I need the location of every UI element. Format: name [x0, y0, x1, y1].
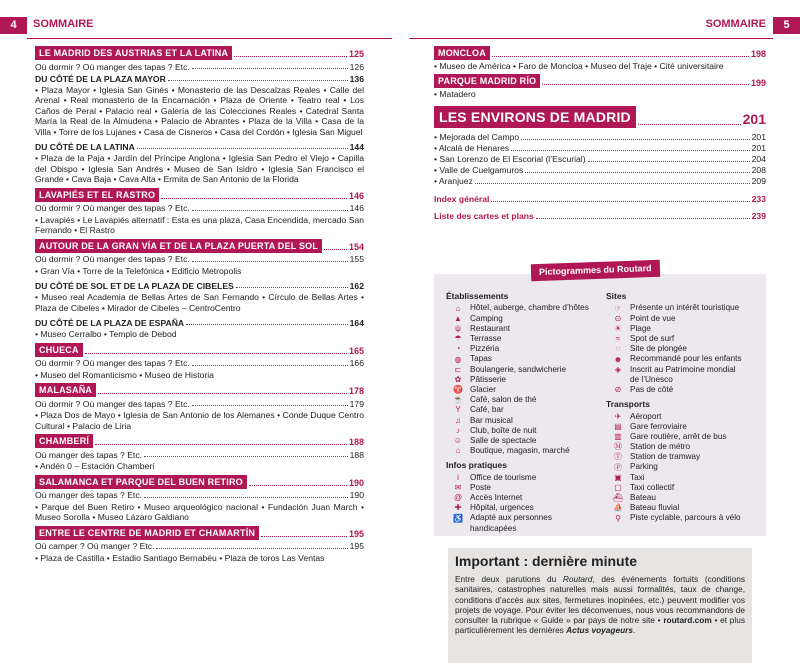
toc-line[interactable] — [35, 253, 364, 265]
picto-label: Glacier — [470, 384, 496, 394]
toc-heading-page: 125 — [348, 49, 364, 60]
picto-label: Site de plongée — [630, 344, 687, 354]
picto-item — [446, 395, 606, 405]
picto-item — [606, 334, 761, 344]
picto-item — [606, 422, 761, 432]
right-header-rule — [409, 38, 773, 39]
toc-line-page: 166 — [349, 358, 364, 369]
picto-item — [446, 503, 606, 513]
toc-heading-page: 190 — [348, 477, 364, 488]
toc-line-page: 155 — [349, 254, 364, 265]
picto-item — [606, 432, 761, 442]
river-boat-icon: ⛵ — [613, 503, 623, 513]
toc-right-section — [434, 74, 766, 99]
shared-taxi-icon: ▢ — [614, 482, 622, 492]
picto-label: Inscrit au Patrimoine mondial — [630, 364, 736, 374]
toc-right-heading-title: PARQUE MADRID RÍO — [434, 74, 540, 88]
picto-item — [606, 354, 761, 364]
toc-right-heading-page: 198 — [750, 49, 766, 60]
sight-list: • Parque del Buen Retiro • Museo arqueológico nacional • Fundación Juan March • Museo Sorolla • Museo Lázaro Galdiano — [35, 501, 364, 523]
toc-heading-page: 188 — [348, 437, 364, 448]
picto-item — [606, 364, 761, 374]
picto-group-heading: Transports — [606, 399, 650, 410]
toc-heading[interactable] — [35, 46, 364, 60]
environs-item[interactable] — [434, 132, 766, 143]
picto-item — [606, 513, 761, 523]
picto-label: Hôtel, auberge, chambre d’hôtes — [470, 303, 589, 313]
toc-line[interactable] — [35, 397, 364, 409]
club-icon: ♪ — [456, 425, 460, 435]
subsection-line-text: DU CÔTÉ DE SOL ET DE LA PLAZA DE CIBELES — [35, 280, 234, 291]
picto-item — [446, 436, 606, 446]
picto-label: Terrasse — [470, 334, 502, 344]
toc-section — [35, 188, 364, 236]
subsection-line-page: 136 — [349, 73, 364, 84]
off-track-icon: ⊘ — [614, 385, 622, 395]
picto-label: handicapées — [470, 523, 517, 533]
pictograms-column-2 — [606, 290, 761, 523]
left-page-title: SOMMAIRE — [33, 18, 94, 30]
bike-icon: ⚲ — [615, 513, 621, 523]
toc-line-page: 126 — [349, 61, 364, 72]
picto-label: Taxi — [630, 472, 645, 482]
subsection-line-page: 162 — [349, 280, 364, 291]
toc-section — [35, 434, 364, 471]
picto-item — [446, 415, 606, 425]
toc-line[interactable] — [35, 202, 364, 214]
toc-heading-title: LE MADRID DES AUSTRIAS ET LA LATINA — [35, 46, 232, 60]
left-toc-column — [35, 44, 364, 566]
picto-label: Café, salon de thé — [470, 395, 537, 405]
toc-heading[interactable] — [35, 343, 364, 357]
picto-item — [446, 375, 606, 385]
toc-section — [35, 383, 364, 431]
picto-label: Gare ferroviaire — [630, 421, 687, 431]
picto-item — [446, 426, 606, 436]
environs-page: 201 — [742, 110, 766, 127]
sight-list: • Museo real Academia de Bellas Artes de San Fernando • Círculo de Bellas Artes • Plaza de Cibeles • Mirador de Cibeles – CentroCentro — [35, 292, 364, 313]
picto-label: Café, bar — [470, 405, 504, 415]
picto-label: Hôpital, urgences — [470, 503, 534, 513]
picto-item — [606, 493, 761, 503]
picto-item — [446, 324, 606, 334]
pictograms-title: Pictogrammes du Routard — [531, 260, 660, 281]
picto-item — [446, 473, 606, 483]
accessibility-icon: ♿ — [453, 513, 463, 523]
bar-icon: Y — [455, 405, 461, 415]
sight-list: • Museo del Romanticismo • Museo de Historia — [35, 369, 214, 380]
diving-icon: ◌ — [615, 344, 621, 354]
tourist-interest-icon: ☞ — [614, 303, 622, 313]
picto-label: Point de vue — [630, 313, 676, 323]
toc-section — [35, 46, 364, 185]
right-toc-column — [434, 44, 766, 222]
picto-item — [446, 354, 606, 364]
environs-heading[interactable] — [434, 106, 766, 128]
routard-link[interactable]: routard.com — [663, 615, 712, 626]
toc-heading-page: 195 — [348, 528, 364, 539]
picto-item — [446, 446, 606, 456]
toc-line[interactable] — [35, 357, 364, 369]
picto-item — [606, 462, 761, 472]
toc-heading[interactable] — [35, 239, 364, 253]
picto-label: Taxi collectif — [630, 482, 675, 492]
sight-list: • Gran Vía • Torre de la Telefónica • Edificio Metropolis — [35, 265, 242, 276]
icecream-icon: ♈ — [453, 385, 463, 395]
subsection-line-page: 144 — [349, 141, 364, 152]
important-title: Important : dernière minute — [455, 553, 638, 569]
sight-list: • Plaza Mayor • Iglesia San Ginés • Monasterio de las Descalzas Reales • Calle del Arenal • Real monasterio de la Encarnación • Plaza de Oriente • Teatro real • Los Caños de Peral • Palacio real • Galería de las Colecciones Reales • Catedral Santa María la Real de la Almudena • Palacio de Abrantes • Plaza de la Villa • Casa de la Villa • Torre de los Lujanes • Casa de Cisneros • Casa del Cordón • Iglesia San Miguel — [35, 85, 364, 137]
environs-item-page: 208 — [751, 165, 766, 176]
picto-item — [446, 483, 606, 493]
parking-icon: Ⓟ — [614, 462, 622, 472]
environs-item[interactable] — [434, 176, 766, 187]
environs-item-text: • Aranjuez — [434, 176, 473, 187]
subsection-line[interactable] — [35, 72, 364, 84]
toc-heading-title: ENTRE LE CENTRE DE MADRID ET CHAMARTÍN — [35, 526, 259, 540]
picto-label: Pizzéria — [470, 344, 500, 354]
picto-label: Accès Internet — [470, 493, 523, 502]
toc-heading-page: 146 — [348, 190, 364, 201]
metro-icon: Ⓜ — [614, 442, 622, 452]
picto-item — [606, 442, 761, 452]
toc-heading[interactable] — [35, 188, 364, 202]
unesco-icon: ◈ — [614, 364, 622, 374]
environs-title: LES ENVIRONS DE MADRID — [434, 106, 636, 128]
toc-right-heading-title: MONCLOA — [434, 46, 490, 60]
picto-item — [446, 364, 606, 374]
picto-label: Piste cyclable, parcours à vélo — [630, 513, 741, 523]
picto-item — [606, 411, 761, 421]
environs-item-text: • Valle de Cuelgamuros — [434, 165, 524, 176]
picto-label: Station de tramway — [630, 452, 701, 462]
environs-item[interactable] — [434, 143, 766, 154]
picto-label: Pas de côté — [630, 384, 674, 394]
taxi-icon: ▣ — [614, 472, 622, 482]
picto-label: Bar musical — [470, 415, 513, 425]
restaurant-icon: ψ — [455, 323, 461, 333]
environs-item-text: • San Lorenzo de El Escorial (l’Escurial) — [434, 154, 586, 165]
sight-list: • Matadero — [434, 89, 476, 100]
toc-line-page: 188 — [349, 449, 364, 460]
toc-heading-title: CHUECA — [35, 343, 83, 357]
picto-item — [446, 405, 606, 415]
picto-label: Bateau fluvial — [630, 503, 680, 513]
maps-list-line[interactable]: Liste des cartes et plans 239 — [434, 211, 766, 222]
subsection-line-text: DU CÔTÉ DE LA PLAZA MAYOR — [35, 73, 166, 84]
toc-heading-title: LAVAPIÉS ET EL RASTRO — [35, 188, 159, 202]
picto-label: Adapté aux personnes — [470, 513, 552, 523]
subsection-line-text: DU CÔTÉ DE LA LATINA — [35, 141, 135, 152]
toc-right-heading[interactable] — [434, 74, 766, 88]
sight-list: • Andén 0 – Estación Chamberí — [35, 461, 155, 472]
internet-icon: @ — [453, 493, 463, 503]
tapas-icon: ◍ — [454, 354, 462, 364]
subsection-line[interactable] — [35, 140, 364, 152]
toc-line-page: 190 — [349, 490, 364, 501]
toc-section — [35, 239, 364, 340]
right-page-number: 5 — [773, 17, 800, 34]
subsection-line[interactable] — [35, 316, 364, 328]
picto-item — [606, 473, 761, 483]
picto-item — [606, 324, 761, 334]
pizza-icon: ◔ — [455, 344, 461, 354]
toc-section — [35, 343, 364, 380]
toc-line[interactable] — [35, 60, 364, 72]
toc-right-section — [434, 46, 766, 71]
toc-line-text: Où dormir ? Où manger des tapas ? Etc. — [35, 203, 190, 214]
toc-section — [35, 475, 364, 523]
index-line[interactable]: Index général 233 — [434, 194, 766, 205]
camping-icon: ▲ — [454, 313, 462, 323]
tram-icon: Ⓣ — [614, 452, 622, 462]
picto-label: Gare routière, arrêt de bus — [630, 431, 727, 441]
toc-heading-title: AUTOUR DE LA GRAN VÍA ET DE LA PLAZA PUERTA DEL SOL — [35, 239, 322, 253]
toc-heading-page: 154 — [348, 241, 364, 252]
picto-group-heading: Établissements — [446, 291, 509, 301]
kids-icon: ☻ — [613, 354, 623, 364]
tourist-office-icon: i — [457, 472, 459, 482]
toc-line[interactable] — [35, 489, 364, 501]
show-icon: ☺ — [453, 436, 463, 446]
picto-group-heading: Sites — [606, 291, 627, 301]
sight-list: • Plaza de Castilla • Estadio Santiago Bernabéu • Plaza de toros Las Ventas — [35, 552, 325, 563]
toc-line-text: Où manger des tapas ? Etc. — [35, 449, 143, 460]
airport-icon: ✈ — [614, 411, 622, 421]
toc-line-text: Où dormir ? Où manger des tapas ? Etc. — [35, 61, 190, 72]
picto-label: de l’Unesco — [630, 374, 673, 384]
bus-station-icon: ▥ — [614, 432, 622, 441]
picto-label: Poste — [470, 482, 491, 492]
hotel-icon: ⌂ — [455, 303, 461, 313]
important-box — [448, 548, 752, 663]
picto-label: Club, boîte de nuit — [470, 425, 537, 435]
picto-label: Tapas — [470, 354, 492, 364]
environs-item[interactable] — [434, 165, 766, 176]
environs-item-page: 204 — [751, 154, 766, 165]
picto-label: Restaurant — [470, 323, 511, 333]
environs-item-page: 201 — [751, 132, 766, 143]
toc-heading-page: 178 — [348, 386, 364, 397]
toc-line-text: Où dormir ? Où manger des tapas ? Etc. — [35, 254, 190, 265]
picto-label: Station de métro — [630, 442, 691, 452]
toc-heading[interactable] — [35, 434, 364, 448]
pictograms-box — [434, 263, 766, 536]
picto-item — [606, 344, 761, 354]
picto-label: Présente un intérêt touristique — [630, 303, 740, 313]
toc-line-page: 179 — [349, 398, 364, 409]
picto-label: Boutique, magasin, marché — [470, 446, 570, 456]
toc-right-heading[interactable] — [434, 46, 766, 60]
sight-list: • Plaza Dos de Mayo • Iglesia de San Antonio de los Alemanes • Conde Duque Centro Cultural • Palacio de Liria — [35, 410, 364, 431]
picto-label: Parking — [630, 462, 658, 472]
music-bar-icon: ♫ — [455, 415, 461, 425]
important-text: Entre deux parutions du Routard, des événements fortuits (conditions sanitaires, catastrophes naturelles mais aussi formalités, taux de change, conditions d’accès aux sites, fermetures inopinées, etc.) peuvent modifier vos projets de voyage. Pour éviter les déconvenues, nous vous recommandons de consulter la rubrique « Guide » par pays de notre site • routard.com • et plus particulièrement les dernières Actus voyageurs. — [455, 574, 745, 636]
environs-item-text: • Mejorada del Campo — [434, 132, 520, 143]
toc-line-text: Où manger des tapas ? Etc. — [35, 490, 143, 501]
environs-item-text: • Alcalá de Henares — [434, 143, 510, 154]
page-header — [0, 0, 800, 42]
post-icon: ✉ — [454, 482, 462, 492]
boat-icon: ⛴ — [612, 493, 624, 503]
toc-heading-page: 165 — [348, 345, 364, 356]
picto-item — [446, 385, 606, 395]
picto-item — [446, 334, 606, 344]
picto-label: Boulangerie, sandwicherie — [470, 364, 567, 374]
picto-label: Recommandé pour les enfants — [630, 354, 742, 364]
picto-item — [446, 314, 606, 324]
picto-item — [446, 303, 606, 313]
picto-item — [606, 503, 761, 513]
picto-item — [606, 452, 761, 462]
toc-heading-title: CHAMBERÍ — [35, 434, 93, 448]
toc-line-text: Où dormir ? Où manger des tapas ? Etc. — [35, 398, 190, 409]
picto-label: Aéroport — [630, 411, 662, 421]
left-page-number: 4 — [0, 17, 27, 34]
picto-label: Plage — [630, 323, 651, 333]
picto-group-heading: Infos pratiques — [446, 460, 507, 471]
toc-line-page: 146 — [349, 203, 364, 214]
train-station-icon: ▤ — [614, 421, 622, 431]
environs-item-page: 201 — [751, 143, 766, 154]
toc-line[interactable] — [35, 448, 364, 460]
subsection-line-text: DU CÔTÉ DE LA PLAZA DE ESPAÑA — [35, 317, 185, 328]
picto-label: Pâtisserie — [470, 374, 506, 384]
beach-icon: ☀ — [614, 323, 622, 333]
shop-icon: ⌂ — [455, 446, 461, 456]
toc-right-heading-page: 199 — [750, 77, 766, 88]
toc-section — [35, 526, 364, 563]
pictograms-column-1 — [446, 290, 606, 534]
picto-item — [606, 314, 761, 324]
picto-item — [446, 493, 606, 503]
picto-label: Spot de surf — [630, 334, 675, 344]
picto-item — [446, 523, 606, 533]
sight-list: • Plaza de la Paja • Jardín del Príncipe Anglona • Iglesia San Pedro el Viejo • Capilla del Obispo • Iglesia San Andrés • Museo de San Isidro • Iglesia San Francisco el Grande • Cava Baja • Cava Alta • Ermita de San Antonio de la Florida — [35, 153, 364, 185]
toc-heading-title: SALAMANCA ET PARQUE DEL BUEN RETIRO — [35, 475, 247, 489]
toc-line-text: Où camper ? Où manger ? Etc. — [35, 541, 155, 552]
picto-item — [606, 483, 761, 493]
picto-item — [606, 375, 761, 385]
toc-line[interactable] — [35, 540, 364, 552]
picto-label: Camping — [470, 313, 503, 323]
toc-heading[interactable] — [35, 526, 364, 540]
bakery-icon: ⊏ — [454, 364, 462, 374]
subsection-line-page: 164 — [349, 317, 364, 328]
toc-heading[interactable] — [35, 383, 364, 397]
toc-line-page: 195 — [349, 541, 364, 552]
toc-heading-title: MALASAÑA — [35, 383, 96, 397]
terrace-icon: ☂ — [454, 334, 462, 344]
picto-item — [606, 303, 761, 313]
subsection-line[interactable] — [35, 279, 364, 291]
pastry-icon: ✿ — [454, 374, 462, 384]
cafe-icon: ☕ — [453, 395, 463, 405]
picto-label: Salle de spectacle — [470, 435, 537, 445]
sight-list: • Museo de América • Faro de Moncloa • Museo del Traje • Cité universitaire — [434, 61, 724, 71]
picto-item — [606, 385, 761, 395]
hospital-icon: ✚ — [454, 503, 462, 513]
right-page-title: SOMMAIRE — [705, 18, 766, 30]
picto-item — [446, 344, 606, 354]
environs-item[interactable] — [434, 154, 766, 165]
picto-item — [446, 513, 606, 523]
sight-list: • Lavapiés • Le Lavapiés alternatif : Esta es una plaza, Casa Encendida, mercado San Fernando • El Rastro — [35, 214, 364, 236]
toc-heading[interactable] — [35, 475, 364, 489]
environs-item-page: 209 — [751, 176, 766, 187]
left-header-rule — [27, 38, 392, 39]
sight-list: • Museo Cerralbo • Templo de Debod — [35, 329, 177, 340]
surf-icon: ≈ — [615, 334, 621, 344]
viewpoint-icon: ⊙ — [614, 313, 622, 323]
picto-label: Office de tourisme — [470, 472, 537, 482]
toc-line-text: Où dormir ? Où manger des tapas ? Etc. — [35, 358, 190, 369]
picto-label: Bateau — [630, 493, 656, 502]
